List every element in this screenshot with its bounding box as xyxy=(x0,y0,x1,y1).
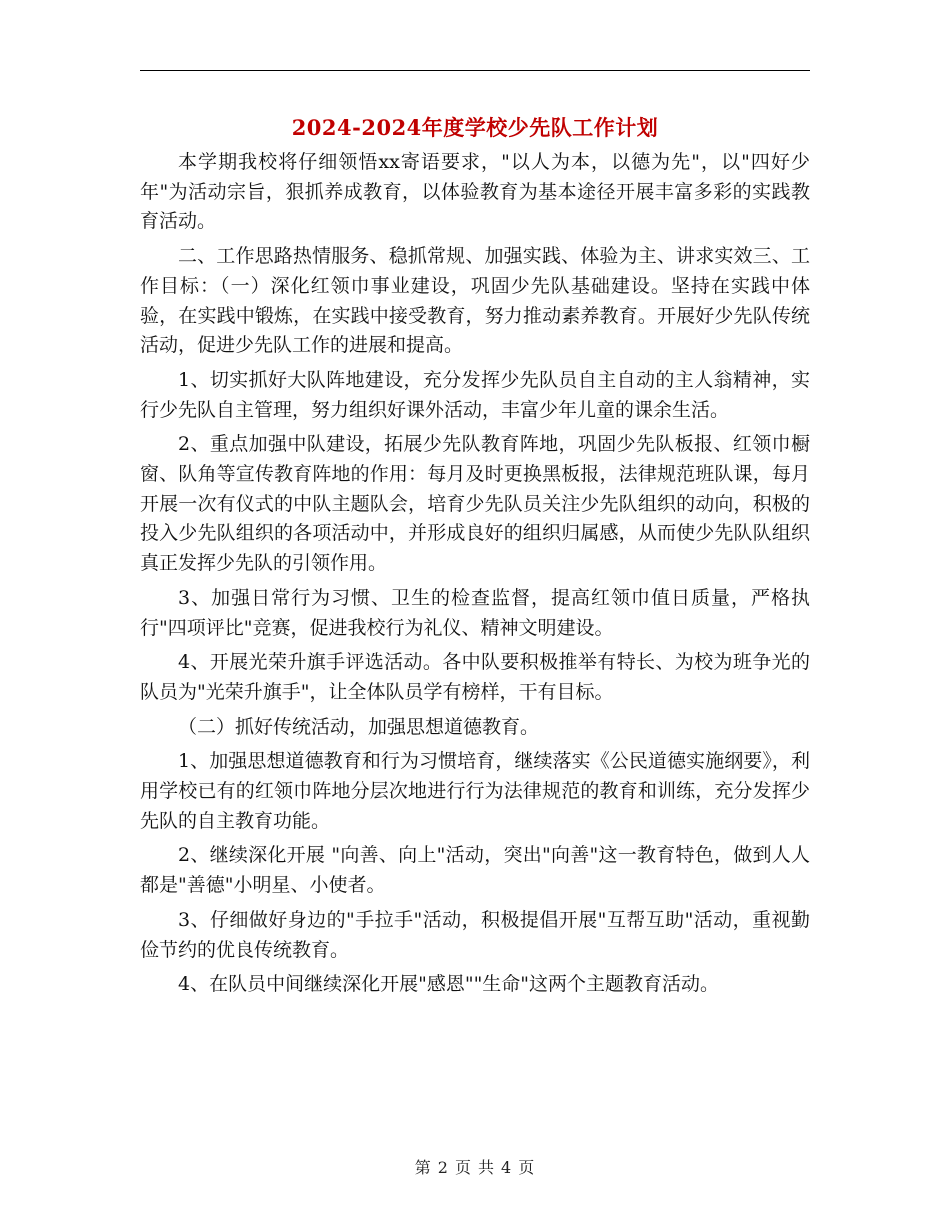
paragraph-item-4: 4、开展光荣升旗手评选活动。各中队要积极推举有特长、为校为班争光的队员为"光荣升旗手"，让全体队员学有榜样，干有目标。 xyxy=(140,651,810,703)
footer-page-unit: 页 xyxy=(454,1158,472,1177)
footer-page-number: 2 xyxy=(437,1158,449,1177)
footer-prefix: 第 xyxy=(414,1158,432,1177)
paragraph-section2-item-3: 3、仔细做好身边的"手拉手"活动，积极提倡开展"互帮互助"活动，重视勤俭节约的优良传统教育。 xyxy=(140,908,810,961)
paragraph-item-3: 3、加强日常行为习惯、卫生的检查监督，提高红领巾值日质量，严格执行"四项评比"竞赛，促进我校行为礼仪、精神文明建设。 xyxy=(140,586,810,639)
paragraph-item-2: 2、重点加强中队建设，拓展少先队教育阵地，巩固少先队板报、红领巾橱窗、队角等宣传教育阵地的作用：每月及时更换黑板报，法律规范班队课，每月开展一次有仪式的中队主题队会，培育少先队员关注少先队组织的动向，积极的投入少先队组织的各项活动中，并形成良好的组织归属感，从而使少先队队组织真正发挥少先队的引领作用。 xyxy=(140,433,810,575)
paragraph-section2-item-4: 4、在队员中间继续深化开展"感恩""生命"这两个主题教育活动。 xyxy=(178,973,720,996)
document-body xyxy=(140,148,810,1005)
paragraph-intro: 本学期我校将仔细领悟xx寄语要求，"以人为本，以德为先"，以"四好少年"为活动宗旨，狠抓养成教育，以体验教育为基本途径开展丰富多彩的实践教育活动。 xyxy=(140,151,810,233)
paragraph-item-1: 1、切实抓好大队阵地建设，充分发挥少先队员自主自动的主人翁精神，实行少先队自主管理，努力组织好课外活动，丰富少年儿童的课余生活。 xyxy=(140,368,810,421)
header-rule xyxy=(140,70,810,71)
footer-total-pages: 4 xyxy=(501,1158,513,1177)
footer-total-unit: 页 xyxy=(518,1158,536,1177)
paragraph-section2-item-1: 1、加强思想道德教育和行为习惯培育，继续落实《公民道德实施纲要》，利用学校已有的红领巾阵地分层次地进行行为法律规范的教育和训练，充分发挥少先队的自主教育功能。 xyxy=(140,750,810,832)
paragraph-section2-item-2: 2、继续深化开展 "向善、向上"活动，突出"向善"这一教育特色，做到人人都是"善德"小明星、小使者。 xyxy=(140,844,810,897)
page-footer xyxy=(0,1155,950,1178)
section-heading-2: （二）抓好传统活动，加强思想道德教育。 xyxy=(178,715,540,738)
document-title: 2024-2024年度学校少先队工作计划 xyxy=(291,115,659,140)
paragraph-goals: 二、工作思路热情服务、稳抓常规、加强实践、体验为主、讲求实效三、工作目标：（一）深化红领巾事业建设，巩固少先队基础建设。坚持在实践中体验，在实践中锻炼，在实践中接受教育，努力推动素养教育。开展好少先队传统活动，促进少先队工作的进展和提高。 xyxy=(140,245,810,357)
footer-total-prefix: 共 xyxy=(478,1158,496,1177)
